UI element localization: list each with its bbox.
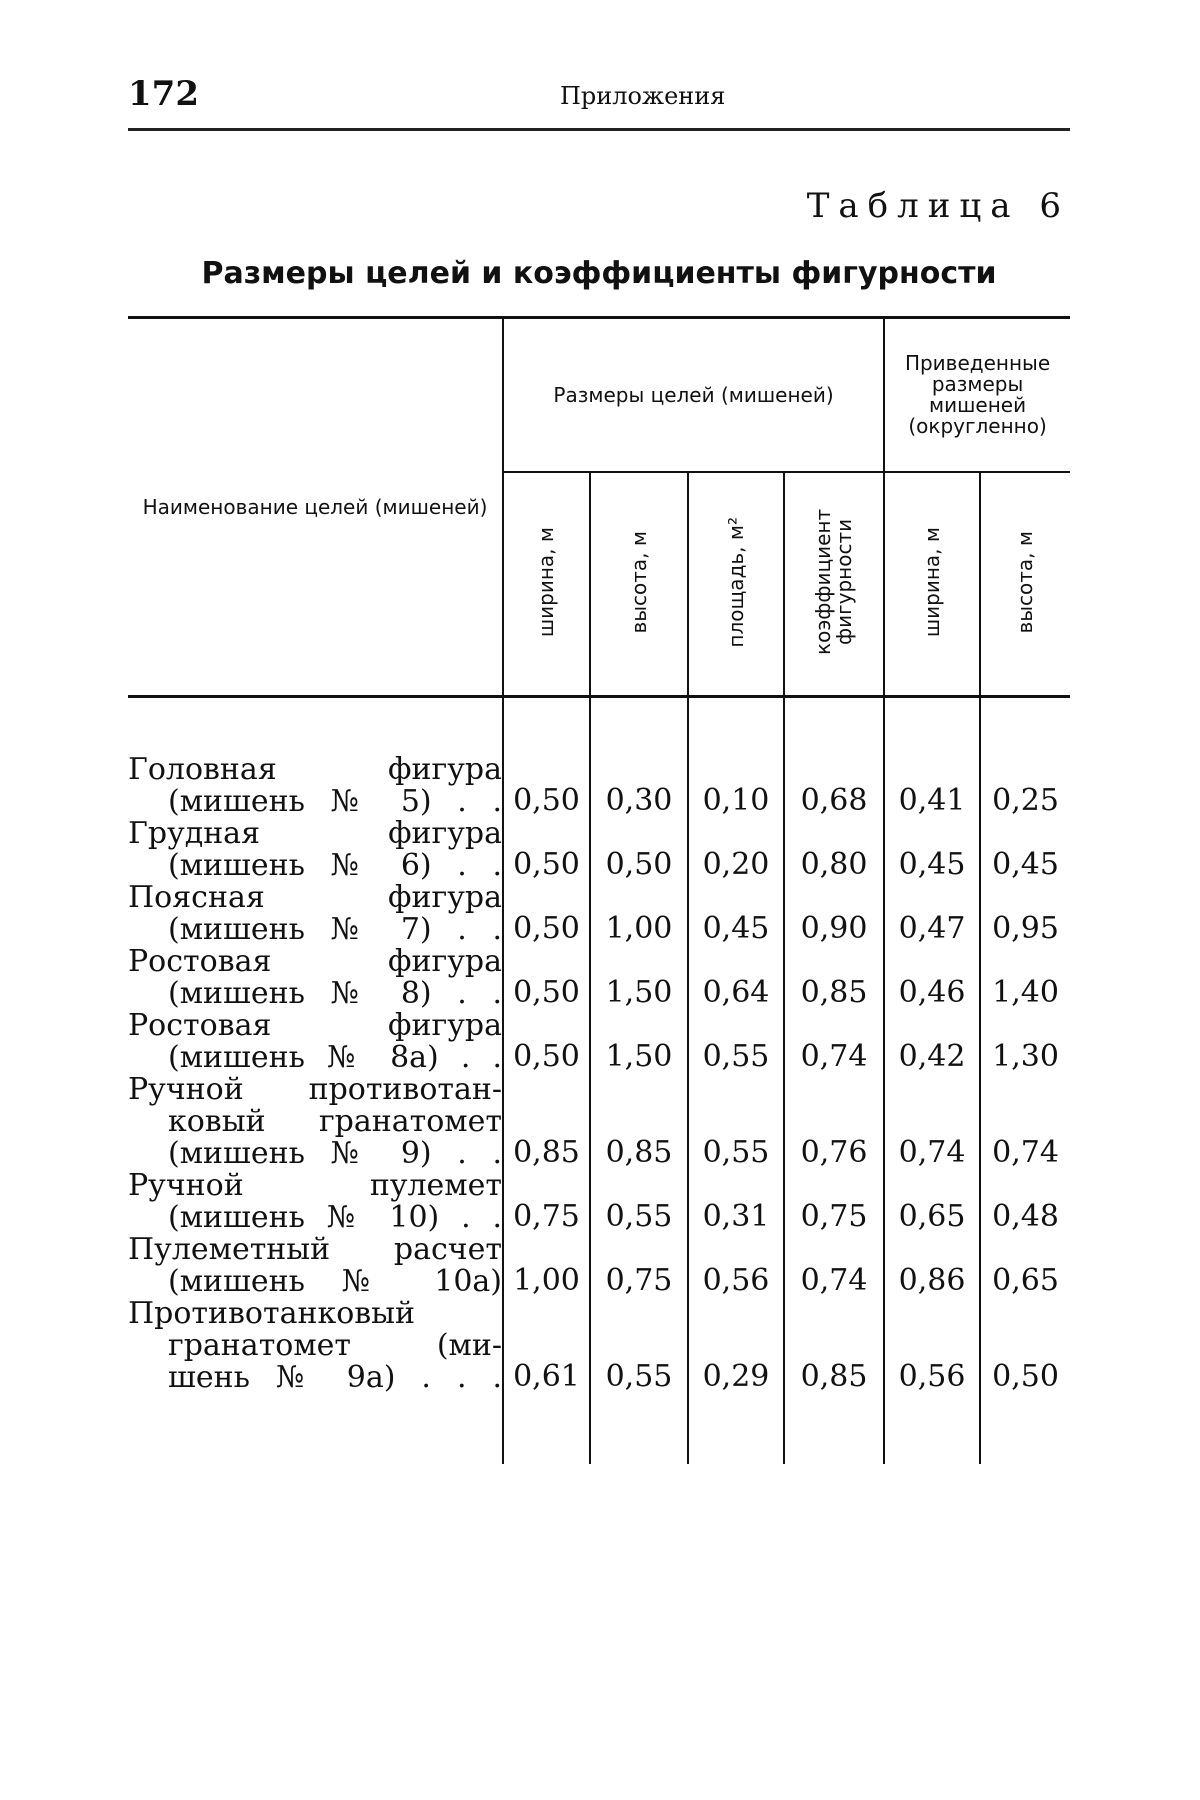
cell-width: 0,85	[503, 1074, 590, 1170]
cell-coefficient: 0,68	[784, 754, 884, 818]
cell-reduced-height: 0,74	[980, 1074, 1070, 1170]
cell-reduced-width: 0,86	[884, 1234, 980, 1298]
table-row	[128, 754, 1070, 818]
target-name: Грудная фигура (мишень № 6) . .	[128, 816, 502, 883]
header-reduced-width-label: ширина, м	[919, 526, 944, 638]
cell-reduced-height: 0,45	[980, 818, 1070, 882]
cell-width: 0,50	[503, 1010, 590, 1074]
header-target-name: Наименование целей (мишеней)	[128, 318, 503, 697]
header-target-sizes: Размеры целей (мишеней)	[503, 318, 884, 473]
cell-width: 1,00	[503, 1234, 590, 1298]
cell-coefficient: 0,90	[784, 882, 884, 946]
cell-reduced-width: 0,56	[884, 1298, 980, 1394]
cell-width: 0,50	[503, 818, 590, 882]
cell-coefficient: 0,74	[784, 1234, 884, 1298]
cell-area: 0,55	[688, 1010, 784, 1074]
cell-height: 0,85	[590, 1074, 688, 1170]
cell-reduced-width: 0,41	[884, 754, 980, 818]
cell-area: 0,10	[688, 754, 784, 818]
table-row	[128, 1234, 1070, 1298]
running-head: Приложения	[560, 82, 726, 110]
cell-height: 0,50	[590, 818, 688, 882]
cell-height: 0,75	[590, 1234, 688, 1298]
cell-height: 0,30	[590, 754, 688, 818]
cell-reduced-height: 1,30	[980, 1010, 1070, 1074]
header-area	[688, 472, 784, 697]
cell-area: 0,55	[688, 1074, 784, 1170]
table-label: Таблица 6	[806, 186, 1070, 226]
header-width	[503, 472, 590, 697]
cell-coefficient: 0,74	[784, 1010, 884, 1074]
cell-reduced-width: 0,47	[884, 882, 980, 946]
cell-area: 0,31	[688, 1170, 784, 1234]
target-name: Поясная фигура (мишень № 7) . .	[128, 880, 502, 947]
header-area-label: площадь, м²	[723, 516, 748, 648]
target-name: Ростовая фигура (мишень № 8) . .	[128, 944, 502, 1011]
table-row	[128, 818, 1070, 882]
header-reduced-sizes: Приведенные размеры мишеней (округленно)	[884, 318, 1070, 473]
cell-reduced-height: 1,40	[980, 946, 1070, 1010]
cell-coefficient: 0,85	[784, 1298, 884, 1394]
cell-width: 0,61	[503, 1298, 590, 1394]
cell-height: 1,50	[590, 946, 688, 1010]
header-coefficient	[784, 472, 884, 697]
table-row	[128, 1010, 1070, 1074]
cell-height: 1,50	[590, 1010, 688, 1074]
header-width-label: ширина, м	[534, 526, 558, 638]
cell-reduced-height: 0,50	[980, 1298, 1070, 1394]
cell-height: 0,55	[590, 1170, 688, 1234]
cell-coefficient: 0,76	[784, 1074, 884, 1170]
target-name: Ручной пулемет (мишень № 10) . .	[128, 1168, 502, 1235]
cell-reduced-height: 0,95	[980, 882, 1070, 946]
cell-width: 0,75	[503, 1170, 590, 1234]
cell-height: 0,55	[590, 1298, 688, 1394]
table-row	[128, 1170, 1070, 1234]
header-rule	[128, 128, 1070, 131]
page-number: 172	[128, 74, 199, 114]
cell-reduced-height: 0,65	[980, 1234, 1070, 1298]
cell-area: 0,29	[688, 1298, 784, 1394]
cell-height: 1,00	[590, 882, 688, 946]
header-height	[590, 472, 688, 697]
cell-coefficient: 0,75	[784, 1170, 884, 1234]
header-reduced-width	[884, 472, 980, 697]
cell-area: 0,64	[688, 946, 784, 1010]
cell-width: 0,50	[503, 882, 590, 946]
cell-reduced-width: 0,46	[884, 946, 980, 1010]
header-coefficient-label: коэффициент фигурности	[811, 508, 857, 656]
table-row	[128, 1074, 1070, 1170]
cell-reduced-width: 0,65	[884, 1170, 980, 1234]
header-reduced-height	[980, 472, 1070, 697]
cell-width: 0,50	[503, 946, 590, 1010]
cell-coefficient: 0,80	[784, 818, 884, 882]
header-height-label: высота, м	[626, 530, 651, 634]
cell-area: 0,20	[688, 818, 784, 882]
table-row	[128, 946, 1070, 1010]
table-title: Размеры целей и коэффициенты фигурности	[201, 256, 997, 291]
target-name: Пулеметный расчет (мишень № 10а)	[128, 1232, 502, 1299]
cell-width: 0,50	[503, 754, 590, 818]
table-row	[128, 882, 1070, 946]
cell-reduced-width: 0,74	[884, 1074, 980, 1170]
cell-reduced-width: 0,42	[884, 1010, 980, 1074]
cell-area: 0,45	[688, 882, 784, 946]
target-name: Ростовая фигура (мишень № 8а) . .	[128, 1008, 502, 1075]
cell-area: 0,56	[688, 1234, 784, 1298]
table-row	[128, 1298, 1070, 1394]
target-name: Головная фигура (мишень № 5) . .	[128, 752, 502, 819]
header-reduced-height-label: высота, м	[1013, 530, 1038, 634]
cell-reduced-width: 0,45	[884, 818, 980, 882]
target-name: Противотанковый гранатомет (ми- шень № 9а) . . .	[128, 1296, 502, 1395]
cell-reduced-height: 0,48	[980, 1170, 1070, 1234]
cell-coefficient: 0,85	[784, 946, 884, 1010]
cell-reduced-height: 0,25	[980, 754, 1070, 818]
targets-table	[128, 316, 1070, 1464]
target-name: Ручной противотан- ковый гранатомет (мишень № 9) . .	[128, 1072, 502, 1171]
